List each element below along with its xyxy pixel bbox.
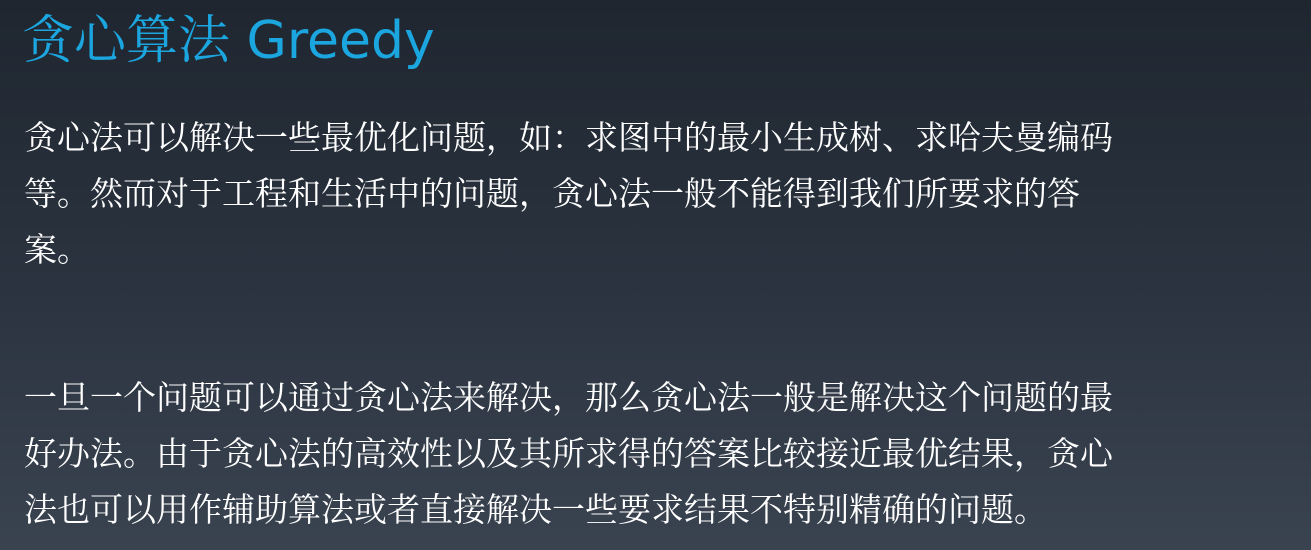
paragraph-line: 案。 [24,230,90,269]
paragraph-2 [24,370,1294,538]
paragraph-1 [24,110,1294,278]
paragraph-line: 等。然而对于工程和生活中的问题，贪心法一般不能得到我们所要求的答 [24,174,1080,213]
paragraph-line: 好办法。由于贪心法的高效性以及其所求得的答案比较接近最优结果，贪心 [24,434,1113,473]
paragraph-line: 一旦一个问题可以通过贪心法来解决，那么贪心法一般是解决这个问题的最 [24,378,1113,417]
paragraph-line: 法也可以用作辅助算法或者直接解决一些要求结果不特别精确的问题。 [24,490,1047,529]
slide-title: 贪心算法 Greedy [22,11,435,71]
paragraph-line: 贪心法可以解决一些最优化问题，如：求图中的最小生成树、求哈夫曼编码 [24,118,1113,157]
